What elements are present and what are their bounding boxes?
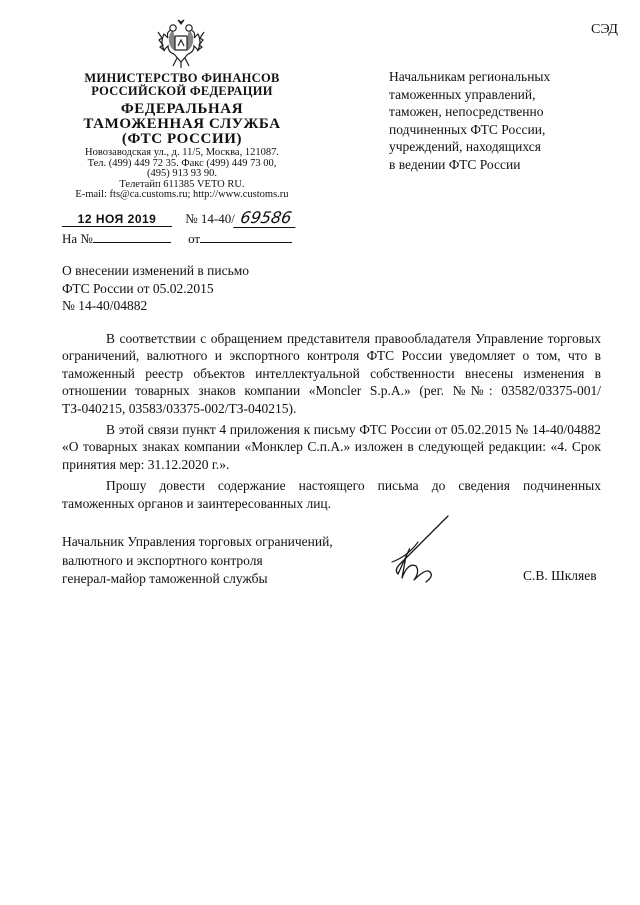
reply-from-blank xyxy=(200,232,292,243)
signer-title-line: валютного и экспортного контроля xyxy=(62,552,263,568)
body-paragraph: В этой связи пункт 4 приложения к письму ФТС России от 05.02.2015 № 14-40/04882 «О товарных знаках компании «Монклер С.п.А.» изложен в следующей редакции: «4. Срок принятия мер: 31.12.2020 г.». xyxy=(62,422,601,472)
agency-line: ФЕДЕРАЛЬНАЯ xyxy=(120,101,244,117)
contact-block xyxy=(62,148,302,201)
signer-title xyxy=(62,533,333,589)
reply-number-blank xyxy=(93,232,171,243)
reply-from-label: от xyxy=(188,231,201,246)
agency-line: (ФТС РОССИИ) xyxy=(121,131,243,147)
ministry-line: РОССИЙСКОЙ ФЕДЕРАЦИИ xyxy=(91,84,273,98)
reply-reference-line xyxy=(62,231,292,247)
registration-date-stamp: 12 НОЯ 2019 xyxy=(62,212,172,227)
address-line: Новозаводская ул., д. 11/5, Москва, 121087. xyxy=(85,147,279,158)
addressee-line: таможен, непосредственно xyxy=(389,104,544,120)
body-paragraph: В соответствии с обращением представителя правообладателя Управление торговых ограничений, валютного и экспортного контроля ФТС России уведомляет о том, что в таможенный реестр объектов интеллектуальной собственности внесены изменения в отношении товарных знаков компании «Moncler S.p.A.» (рег. №№: 03582/03375-001/ТЗ-040215, 03583/03375-002/ТЗ-040215). xyxy=(62,331,601,416)
addressee-line: в ведении ФТС России xyxy=(389,156,521,172)
reply-number-label: На № xyxy=(62,231,93,246)
signer-title-line: генерал-майор таможенной службы xyxy=(62,571,268,586)
registration-number-label: № 14-40/ xyxy=(185,211,235,226)
email-line: E-mail: fts@ca.customs.ru; http://www.customs.ru xyxy=(75,189,289,201)
letter-body xyxy=(62,330,601,512)
addressee-line: подчиненных ФТС России, xyxy=(389,121,546,137)
handwritten-signature xyxy=(378,512,458,590)
agency-name xyxy=(62,102,302,147)
signer-title-line: Начальник Управления торговых ограничений, xyxy=(62,534,333,549)
registration-number-handwritten: 69586 xyxy=(233,208,299,228)
teletype-line: Телетайп 611385 VETO RU. xyxy=(119,178,245,190)
agency-line: ТАМОЖЕННАЯ СЛУЖБА xyxy=(83,116,281,132)
phone-line-2: (495) 913 93 90. xyxy=(147,168,217,180)
addressee-line: таможенных управлений, xyxy=(389,86,536,102)
sed-mark: СЭД xyxy=(591,22,618,37)
addressee-line: учреждений, находящихся xyxy=(389,139,541,155)
phone-line: Тел. (499) 449 72 35. Факс (499) 449 73 00, xyxy=(87,157,277,169)
coat-of-arms-icon xyxy=(156,18,206,70)
subject-line: ФТС России от 05.02.2015 xyxy=(62,280,214,296)
registration-line xyxy=(62,208,297,228)
signer-name: С.В. Шкляев xyxy=(523,568,597,583)
subject-line: О внесении изменений в письмо xyxy=(62,263,250,278)
addressee-block xyxy=(389,68,604,174)
subject-block xyxy=(62,262,249,315)
addressee-line: Начальникам региональных xyxy=(389,69,551,84)
ministry-name xyxy=(62,72,302,98)
body-paragraph: Прошу довести содержание настоящего письма до сведения подчиненных таможенных органов и заинтересованных лиц. xyxy=(62,478,601,511)
ministry-line: МИНИСТЕРСТВО ФИНАНСОВ xyxy=(84,71,280,85)
subject-line: № 14-40/04882 xyxy=(62,298,148,313)
